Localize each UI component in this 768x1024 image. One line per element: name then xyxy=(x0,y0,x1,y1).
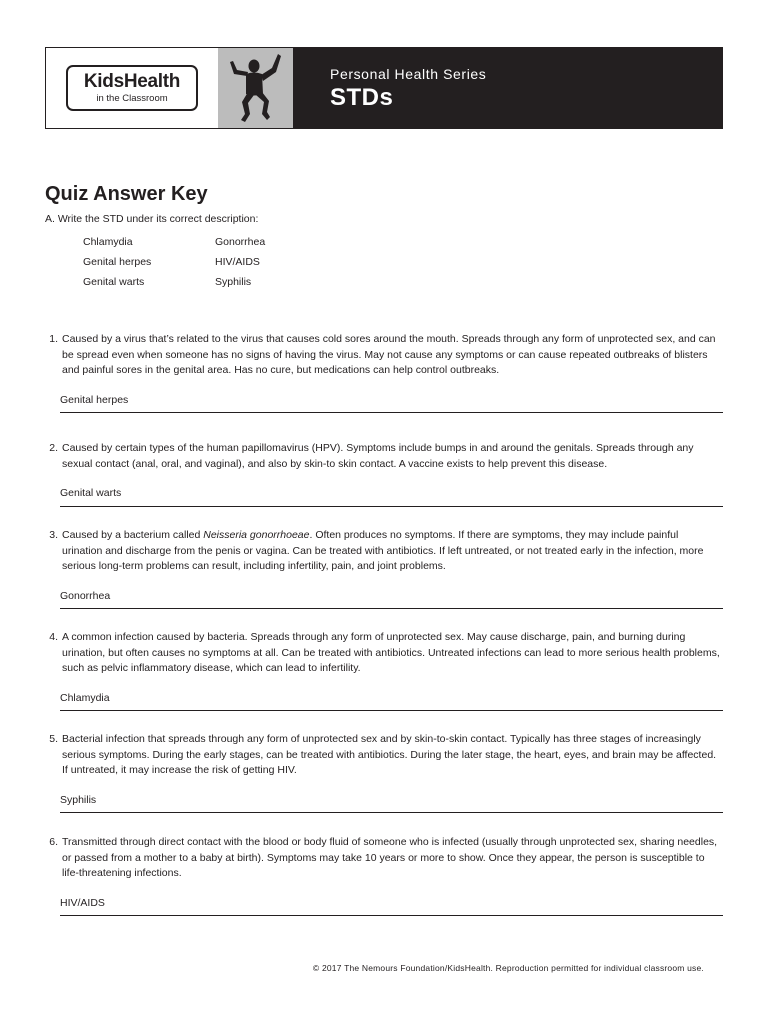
option-item: Genital herpes xyxy=(83,256,152,268)
question-number: 2. xyxy=(49,442,58,454)
option-item: Gonorrhea xyxy=(215,236,266,248)
copyright-footer: © 2017 The Nemours Foundation/KidsHealth. Reproduction permitted for individual classroom use. xyxy=(312,963,704,973)
question-text-part: . Often produces no symptoms. If there are symptoms, they may include painful urination and discharge from the penis or vagina. Can be treated with antibiotics. If left untreated, or not treated early in the infection, more serious long-term problems can result, including infertility, pain, and joint problems. xyxy=(62,529,704,572)
title-area xyxy=(293,48,722,128)
question-3 xyxy=(45,528,723,609)
logo-sub-text: in the Classroom xyxy=(96,93,168,105)
answer-line: Genital warts xyxy=(60,486,723,507)
figure-panel xyxy=(218,48,293,128)
answer-line: Chlamydia xyxy=(60,691,723,712)
kidshealth-logo xyxy=(66,65,198,111)
answer-line: Gonorrhea xyxy=(60,589,723,610)
page-title: Quiz Answer Key xyxy=(45,183,208,205)
series-name: Personal Health Series xyxy=(330,66,487,82)
answer-line: HIV/AIDS xyxy=(60,896,723,917)
jumping-person-icon xyxy=(226,50,286,128)
question-number: 5. xyxy=(49,733,58,745)
option-item: Syphilis xyxy=(215,276,252,288)
question-4 xyxy=(45,630,723,711)
question-text: Transmitted through direct contact with the blood or body fluid of someone who is infected (usually through unprotected sex, sharing needles, or passed from a mother to a baby at birth). Symptoms may take 10 years or more to show. Once they appear, the person is susceptible to life-threatening infections. xyxy=(62,836,718,879)
logo-area xyxy=(46,48,218,128)
question-text: Caused by certain types of the human papillomavirus (HPV). Symptoms include bumps in and around the genitals. Spreads through any sexual contact (anal, oral, and vaginal), and also by skin-to skin contact. A vaccine exists to help prevent this disease. xyxy=(62,442,694,470)
question-text: Bacterial infection that spreads through any form of unprotected sex and by skin-to-skin contact. Typically has three stages of increasingly serious symptoms. During the early stages, can be treated with antibiotics. During the later stage, the heart, eyes, and brain may be affected. If untreated, it may increase the risk of getting HIV. xyxy=(62,733,717,776)
question-2 xyxy=(45,441,723,507)
answer-line: Syphilis xyxy=(60,793,723,814)
logo-main-text: KidsHealth xyxy=(83,71,181,93)
answer-line: Genital herpes xyxy=(60,393,723,414)
question-text: A common infection caused by bacteria. Spreads through any form of unprotected sex. May cause discharge, pain, and burning during urination, but often causes no symptoms at all. Can be treated with antibiotics. Untreated infections can lead to more serious health problems, such as pelvic inflammatory disease, which can lead to infertility. xyxy=(62,631,720,674)
question-5 xyxy=(45,732,723,813)
page-header xyxy=(45,47,723,129)
question-number: 1. xyxy=(49,333,58,345)
option-item: HIV/AIDS xyxy=(215,256,260,268)
question-text-part: Caused by a bacterium called xyxy=(62,529,204,541)
question-number: 6. xyxy=(49,836,58,848)
option-item: Chlamydia xyxy=(83,236,133,248)
question-text xyxy=(62,528,723,575)
question-1 xyxy=(45,332,723,413)
std-options-list xyxy=(83,236,335,288)
question-number: 4. xyxy=(49,631,58,643)
topic-title: STDs xyxy=(330,84,394,111)
option-item: Genital warts xyxy=(83,276,145,288)
question-number: 3. xyxy=(49,529,58,541)
instruction-text: A. Write the STD under its correct description: xyxy=(45,213,259,225)
species-name: Neisseria gonorrhoeae xyxy=(203,529,310,541)
question-text: Caused by a virus that’s related to the virus that causes cold sores around the mouth. Spreads through any form of unprotected sex, and can be spread even when someone has no signs of having the virus. May not cause any symptoms or can cause repeated outbreaks of blisters and painful sores in the genital area. Has no cure, but medications can help control outbreaks. xyxy=(62,333,716,376)
question-6 xyxy=(45,835,723,916)
